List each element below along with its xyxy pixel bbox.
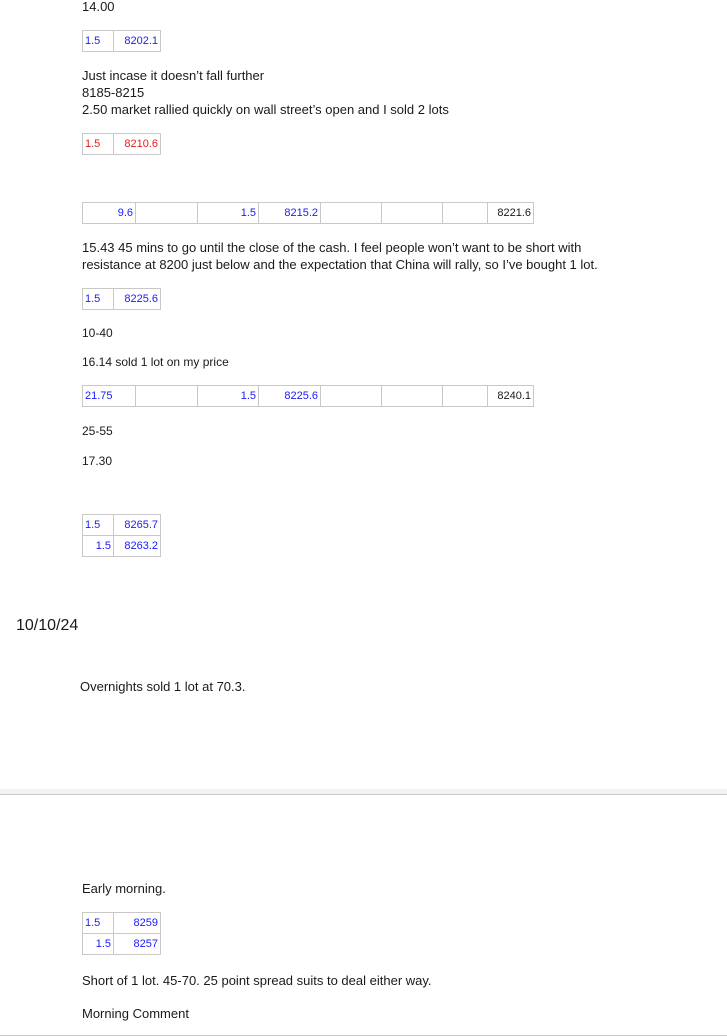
cell-6 — [382, 386, 443, 407]
cell-7 — [443, 386, 488, 407]
cell-4: 8225.6 — [259, 386, 321, 407]
note-15-43-line1: 15.43 45 mins to go until the close of the cash. I feel people won’t want to be short with — [82, 240, 582, 255]
cell-5 — [321, 203, 382, 224]
cell-2 — [136, 203, 198, 224]
table-row — [83, 536, 161, 557]
lot-size: 1.5 — [83, 913, 114, 934]
time-14-00: 14.00 — [82, 0, 115, 14]
cell-1: 9.6 — [83, 203, 136, 224]
note-15-43-line2: resistance at 8200 just below and the expectation that China will rally, so I’ve bought 1 lot. — [82, 257, 598, 272]
table-row — [83, 289, 161, 310]
lot-size: 1.5 — [83, 536, 114, 557]
lot-size: 1.5 — [83, 515, 114, 536]
lot-size: 1.5 — [83, 289, 114, 310]
price: 8202.1 — [114, 31, 161, 52]
time-17-30: 17.30 — [82, 454, 113, 468]
price: 8259 — [114, 913, 161, 934]
range-10-40: 10-40 — [82, 326, 113, 340]
wide-row-1 — [82, 202, 534, 224]
wide-row-2 — [82, 385, 534, 407]
price: 8263.2 — [114, 536, 161, 557]
price: 8225.6 — [114, 289, 161, 310]
table-row — [83, 913, 161, 934]
note-early-morning: Early morning. — [82, 881, 166, 896]
cell-6 — [382, 203, 443, 224]
cell-8: 8221.6 — [488, 203, 534, 224]
note-short: Short of 1 lot. 45-70. 25 point spread suits to deal either way. — [82, 973, 432, 988]
cell-3: 1.5 — [198, 386, 259, 407]
trade-table-2 — [82, 133, 161, 155]
price: 8210.6 — [114, 134, 161, 155]
lot-size: 1.5 — [83, 134, 114, 155]
cell-3: 1.5 — [198, 203, 259, 224]
trade-table-4 — [82, 514, 161, 557]
table-row — [83, 386, 534, 407]
table-row — [83, 515, 161, 536]
morning-comment-heading: Morning Comment — [82, 1006, 189, 1021]
range-25-55: 25-55 — [82, 424, 113, 438]
cell-4: 8215.2 — [259, 203, 321, 224]
table-row — [83, 134, 161, 155]
price: 8257 — [114, 934, 161, 955]
cell-5 — [321, 386, 382, 407]
price: 8265.7 — [114, 515, 161, 536]
trade-table-5 — [82, 912, 161, 955]
note-incase: Just incase it doesn’t fall further — [82, 68, 265, 83]
trade-table-3 — [82, 288, 161, 310]
cell-1: 21.75 — [83, 386, 136, 407]
table-row — [83, 203, 534, 224]
note-overnights: Overnights sold 1 lot at 70.3. — [80, 679, 246, 694]
note-16-14: 16.14 sold 1 lot on my price — [82, 355, 229, 369]
cell-8: 8240.1 — [488, 386, 534, 407]
lot-size: 1.5 — [83, 934, 114, 955]
lot-size: 1.5 — [83, 31, 114, 52]
cell-7 — [443, 203, 488, 224]
table-row — [83, 31, 161, 52]
range-8185: 8185-8215 — [82, 85, 145, 100]
table-row — [83, 934, 161, 955]
note-2-50: 2.50 market rallied quickly on wall street’s open and I sold 2 lots — [82, 102, 449, 117]
cell-2 — [136, 386, 198, 407]
trade-table-1 — [82, 30, 161, 52]
date-heading: 10/10/24 — [16, 617, 79, 634]
